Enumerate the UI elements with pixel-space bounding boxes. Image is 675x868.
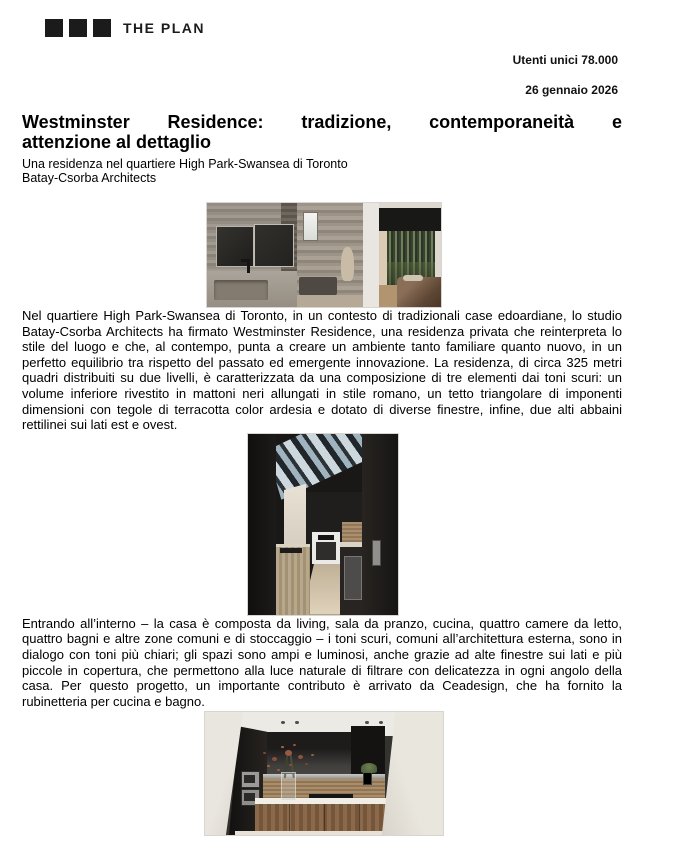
article-date: 26 gennaio 2026 bbox=[525, 83, 618, 97]
press-article-page bbox=[0, 18, 675, 868]
article-title-line-1: Westminster Residence: tradizione, contemporaneità e bbox=[22, 112, 622, 132]
article-byline: Batay-Csorba Architects bbox=[22, 171, 157, 185]
logo-square-icon bbox=[45, 19, 63, 37]
article-photo-kitchen-island bbox=[204, 711, 444, 836]
logo-square-icon bbox=[69, 19, 87, 37]
photo-mirror-detail bbox=[254, 224, 294, 267]
photo-sink-detail bbox=[214, 280, 268, 300]
photo-wood-island-detail bbox=[255, 804, 395, 831]
article-paragraph-2: Entrando all’interno – la casa è composta da living, sala da pranzo, cucina, quattro camere da letto, quattro bagni e altre zone comuni e di stoccaggio – i toni scuri, comuni all’architettura esterna, sono in dialogo con toni più chiari; gli spazi sono ampi e luminosi, anche grazie ad alte finestre sui lati e più piccole in copertura, che permettono alla luce naturale di filtrare con delicatezza in ogni angolo della casa. Per questo progetto, un importante contributo è arrivato da Ceadesign, che ha fornito la rubinetteria per cucina e bagno. bbox=[22, 615, 622, 709]
article-photo-interior-triptych bbox=[206, 202, 442, 308]
unique-users-count: Utenti unici 78.000 bbox=[512, 53, 618, 67]
the-plan-logo bbox=[45, 18, 675, 38]
logo-square-icon bbox=[93, 19, 111, 37]
photo-vase-detail bbox=[281, 772, 296, 801]
article-photo-dark-kitchen-corridor bbox=[247, 433, 399, 616]
logo-text: THE PLAN bbox=[123, 20, 205, 36]
article-title bbox=[22, 112, 622, 152]
article-subtitle: Una residenza nel quartiere High Park-Swansea di Toronto bbox=[22, 157, 348, 171]
article-title-line-2: attenzione al dettaglio bbox=[22, 132, 212, 152]
page-header bbox=[0, 18, 675, 97]
photo-window-detail bbox=[303, 212, 318, 241]
photo-bed-detail bbox=[397, 277, 441, 307]
article-paragraph-1: Nel quartiere High Park-Swansea di Toronto, in un contesto di tradizionali case edoardiane, lo studio Batay-Csorba Architects ha firmato Westminster Residence, una residenza privata che reinterpreta lo stile del luogo e che, al contempo, punta a creare un ambiente tanto familiare quanto nuovo, in un perfetto equilibrio tra rispetto del passato ed emergente innovazione. La residenza, di circa 325 metri quadri distribuiti su due livelli, è caratterizzata da una composizione di tre elementi dai toni scuri: un volume inferiore rivestito in mattoni neri allungati in stile romano, un tetto triangolare di imponenti dimensioni con tegole di terracotta color ardesia e dotato di diverse finestre, infine, due alti abbaini rettilinei sui lati est e ovest. bbox=[22, 308, 622, 433]
